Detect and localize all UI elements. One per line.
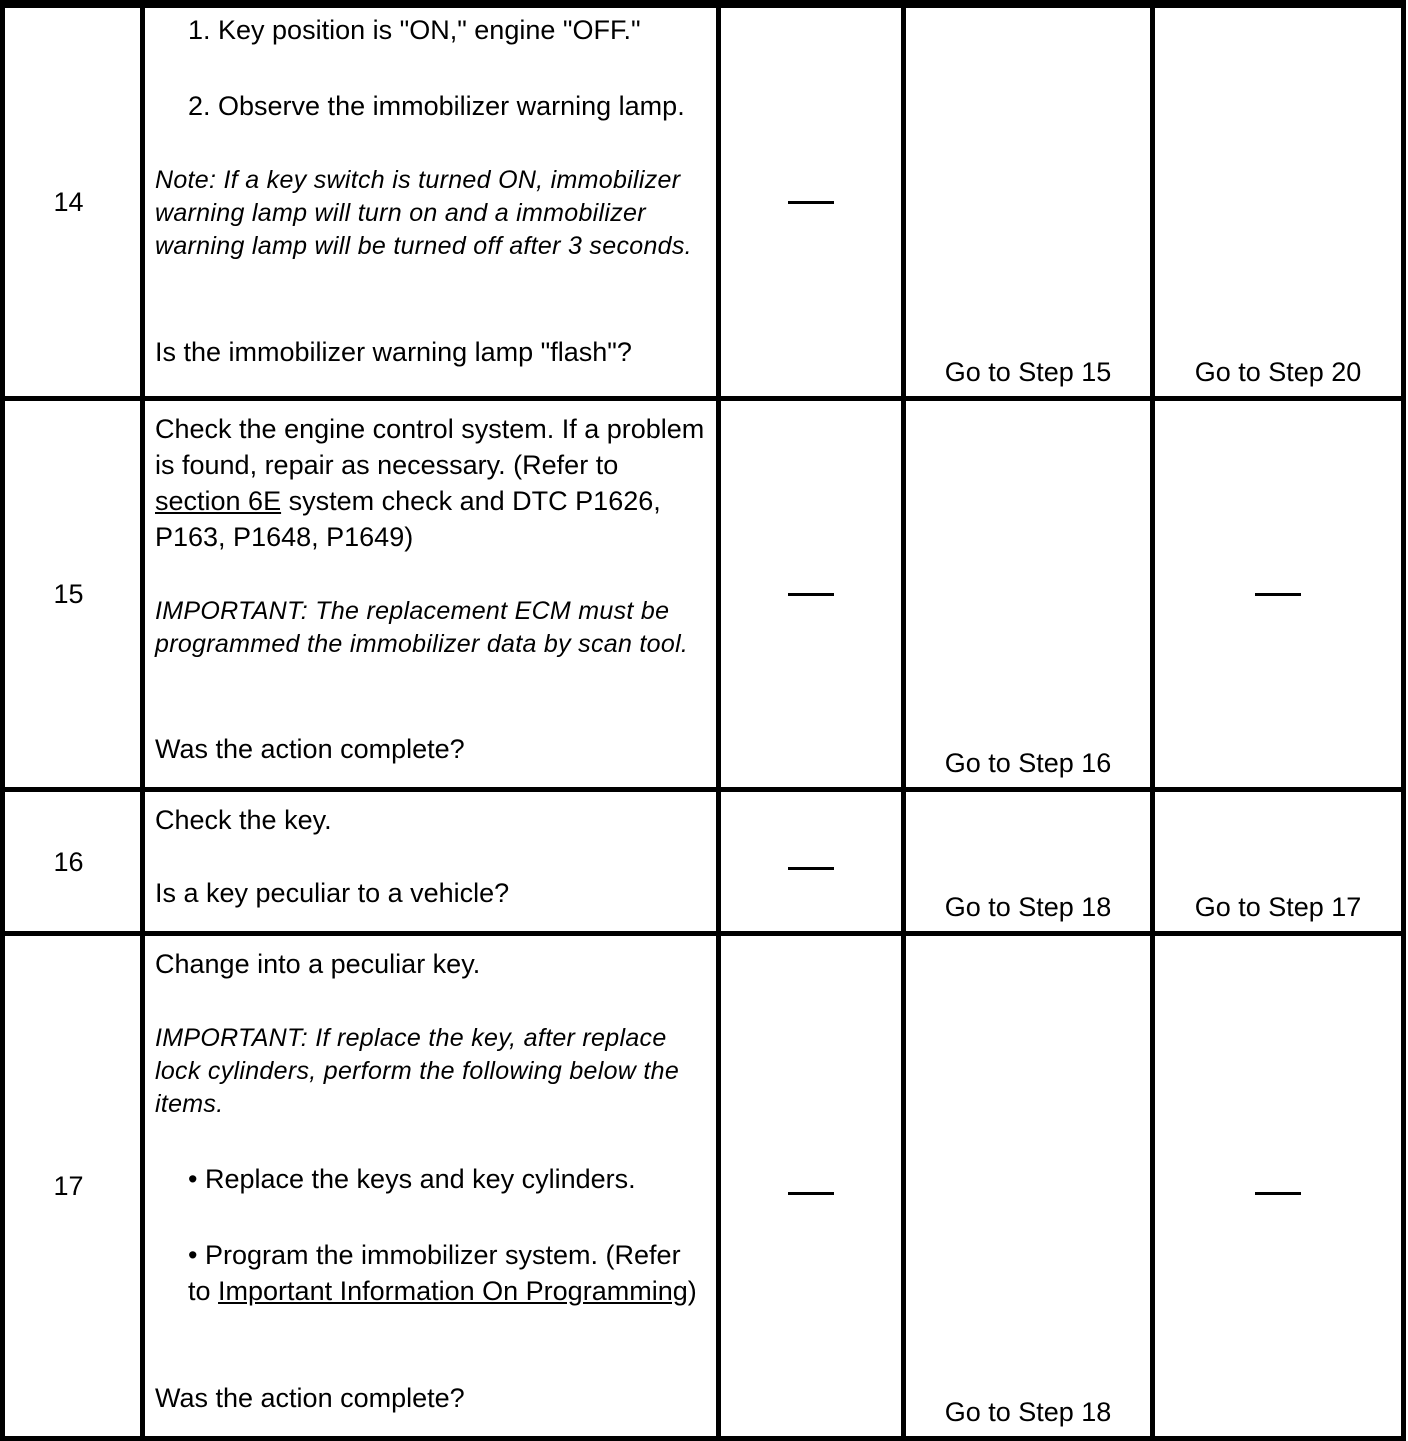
action-question: Was the action complete?: [155, 734, 465, 764]
yes-link[interactable]: Go to Step 18: [944, 892, 1112, 922]
step-number-cell: [3, 934, 143, 1439]
table-row-step-14: [3, 4, 1404, 399]
no-cell: [1153, 399, 1404, 790]
value-cell: [719, 934, 904, 1439]
action-bullet-2: • Program the immobilizer system. (Refer to Important Information On Programming): [188, 1240, 697, 1306]
action-note: Note: If a key switch is turned ON, immobilizer warning lamp will turn on and a immobilizer warning lamp will be turned off after 3 seconds.: [155, 166, 692, 260]
value-dash: [788, 201, 834, 204]
step-number-cell: [3, 399, 143, 790]
action-text: Check the key.: [155, 805, 332, 835]
action-step-2: 2. Observe the immobilizer warning lamp.: [188, 91, 685, 121]
action-cell: [143, 934, 719, 1439]
no-cell: [1153, 934, 1404, 1439]
table-row-step-15: [3, 399, 1404, 790]
yes-cell: [904, 4, 1153, 399]
value-cell: [719, 790, 904, 934]
value-cell: [719, 399, 904, 790]
action-question: Was the action complete?: [155, 1383, 465, 1413]
action-cell: [143, 790, 719, 934]
no-dash: [1255, 593, 1301, 596]
action-bullet-1: • Replace the keys and key cylinders.: [188, 1164, 636, 1194]
yes-link[interactable]: Go to Step 15: [944, 357, 1112, 387]
yes-cell: [904, 399, 1153, 790]
no-cell: [1153, 790, 1404, 934]
action-important: IMPORTANT: If replace the key, after replace lock cylinders, perform the following below the items.: [155, 1024, 680, 1118]
action-text: Change into a peculiar key.: [155, 949, 481, 979]
no-link[interactable]: Go to Step 17: [1194, 892, 1362, 922]
no-link[interactable]: Go to Step 20: [1194, 357, 1362, 387]
action-text: Check the engine control system. If a problem is found, repair as necessary. (Refer to section 6E system check and DTC P1626, P163, P1648, P1649): [155, 414, 705, 552]
action-cell: [143, 4, 719, 399]
action-question: Is the immobilizer warning lamp "flash"?: [155, 337, 632, 367]
yes-link[interactable]: Go to Step 18: [944, 1397, 1112, 1427]
programming-info-link[interactable]: Important Information On Programming: [218, 1276, 688, 1306]
no-cell: [1153, 4, 1404, 399]
step-number: 15: [53, 579, 84, 609]
section-6e-link[interactable]: section 6E: [155, 486, 282, 516]
step-number-cell: [3, 4, 143, 399]
table-row-step-17: [3, 934, 1404, 1439]
yes-link[interactable]: Go to Step 16: [944, 748, 1112, 778]
action-important: IMPORTANT: The replacement ECM must be programmed the immobilizer data by scan tool.: [155, 597, 689, 658]
step-number: 16: [53, 846, 84, 877]
step-number-cell: [3, 790, 143, 934]
value-dash: [788, 1192, 834, 1195]
action-step-1: 1. Key position is "ON," engine "OFF.": [188, 15, 641, 45]
value-cell: [719, 4, 904, 399]
step-number: 14: [53, 187, 84, 217]
no-dash: [1255, 1192, 1301, 1195]
yes-cell: [904, 790, 1153, 934]
action-cell: [143, 399, 719, 790]
value-dash: [788, 867, 834, 870]
yes-cell: [904, 934, 1153, 1439]
table-row-step-16: [3, 790, 1404, 934]
step-number: 17: [53, 1171, 84, 1201]
action-question: Is a key peculiar to a vehicle?: [155, 878, 510, 908]
value-dash: [788, 593, 834, 596]
